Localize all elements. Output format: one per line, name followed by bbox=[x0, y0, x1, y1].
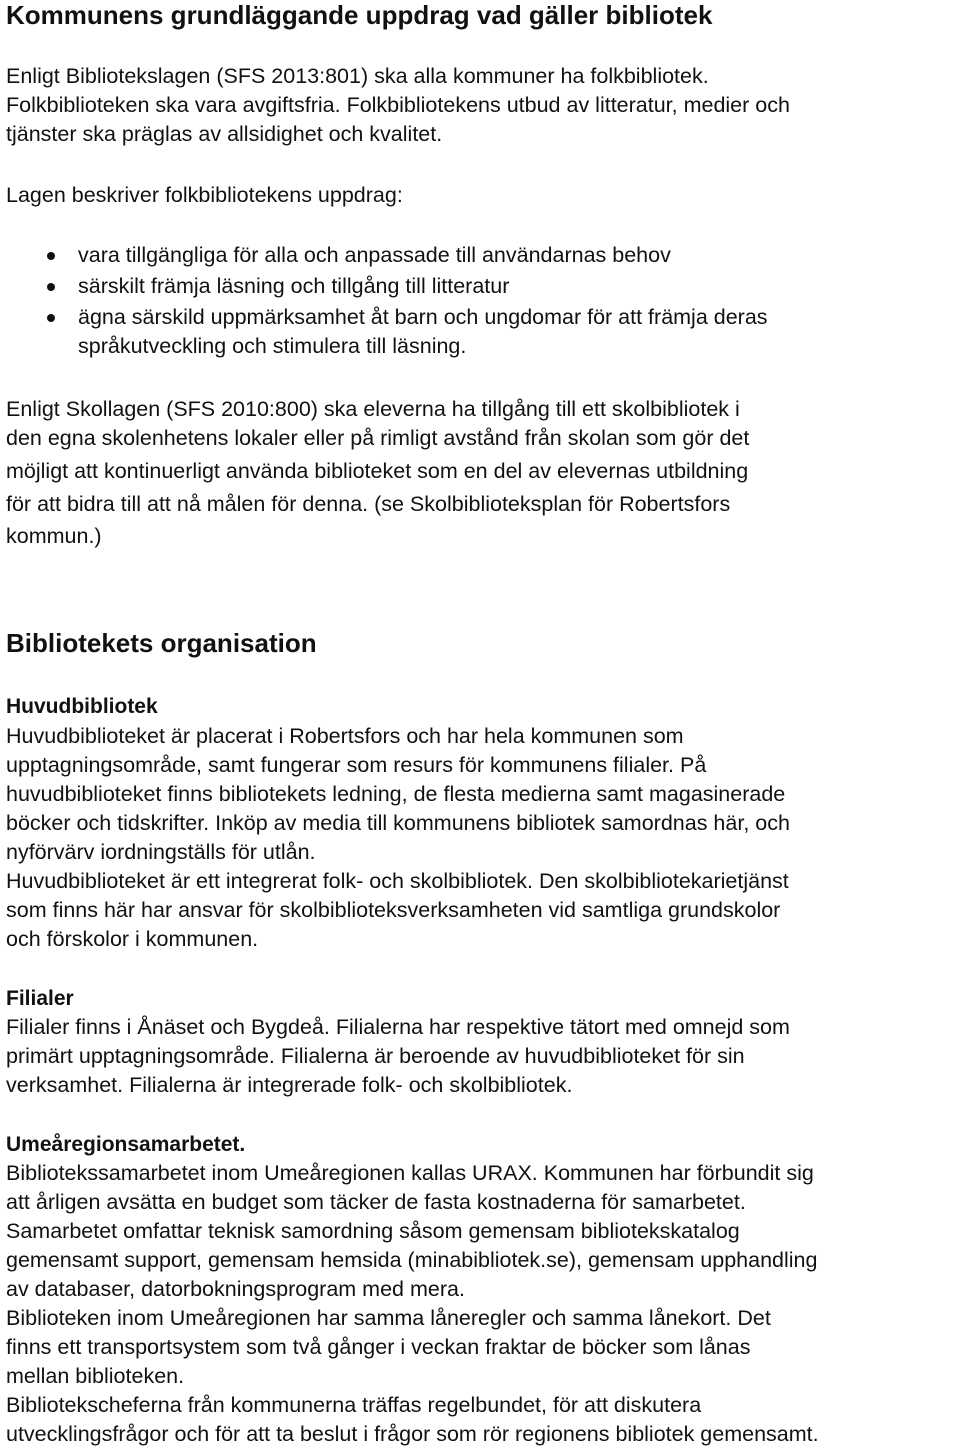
bullet-item: vara tillgängliga för alla och anpassade till användarnas behov bbox=[78, 243, 671, 267]
huvud-line: upptagningsområde, samt fungerar som resurs för kommunens filialer. På bbox=[6, 753, 707, 777]
filialer-line: primärt upptagningsområde. Filialerna är beroende av huvudbiblioteket för sin bbox=[6, 1044, 745, 1068]
umea-line: mellan biblioteken. bbox=[6, 1364, 185, 1388]
huvud-line: nyförvärv iordningställs för utlån. bbox=[6, 840, 316, 864]
subheading-huvudbibliotek: Huvudbibliotek bbox=[6, 695, 158, 718]
bullet-icon bbox=[47, 314, 55, 322]
section-title-uppdrag: Kommunens grundläggande uppdrag vad gäller bibliotek bbox=[6, 0, 713, 30]
umea-line: att årligen avsätta en budget som täcker de fasta kostnaderna för samarbetet. bbox=[6, 1190, 746, 1214]
umea-line: Bibliotekscheferna från kommunerna träffas regelbundet, för att diskutera bbox=[6, 1393, 702, 1417]
school-line: för att bidra till att nå målen för denna. (se Skolbiblioteksplan för Robertsfors bbox=[6, 492, 731, 516]
huvud-line: som finns här har ansvar för skolbiblioteksverksamheten vid samtliga grundskolor bbox=[6, 898, 781, 922]
bullet-item: ägna särskild uppmärksamhet åt barn och ungdomar för att främja deras bbox=[78, 305, 768, 329]
bullet-item-continuation: språkutveckling och stimulera till läsning. bbox=[78, 334, 467, 358]
umea-line: Bibliotekssamarbetet inom Umeåregionen kallas URAX. Kommunen har förbundit sig bbox=[6, 1161, 814, 1185]
umea-line: Biblioteken inom Umeåregionen har samma låneregler och samma lånekort. Det bbox=[6, 1306, 771, 1330]
filialer-line: Filialer finns i Ånäset och Bygdeå. Filialerna har respektive tätort med omnejd som bbox=[6, 1015, 790, 1039]
huvud-line: Huvudbiblioteket är placerat i Robertsfors och har hela kommunen som bbox=[6, 724, 684, 748]
umea-line: utvecklingsfrågor och för att ta beslut i frågor som rör regionens bibliotek gemensamt. bbox=[6, 1422, 819, 1446]
school-line: kommun.) bbox=[6, 524, 102, 548]
bullet-icon bbox=[47, 283, 55, 291]
umea-line: finns ett transportsystem som två gånger i veckan fraktar de böcker som lånas bbox=[6, 1335, 751, 1359]
section-title-organisation: Bibliotekets organisation bbox=[6, 628, 317, 658]
lead-text: Lagen beskriver folkbibliotekens uppdrag: bbox=[6, 183, 403, 207]
umea-line: av databaser, datorbokningsprogram med mera. bbox=[6, 1277, 465, 1301]
intro-line: Enligt Bibliotekslagen (SFS 2013:801) ska alla kommuner ha folkbibliotek. bbox=[6, 64, 709, 88]
intro-line: tjänster ska präglas av allsidighet och kvalitet. bbox=[6, 122, 443, 146]
filialer-line: verksamhet. Filialerna är integrerade folk- och skolbibliotek. bbox=[6, 1073, 573, 1097]
huvud-line: böcker och tidskrifter. Inköp av media till kommunens bibliotek samordnas här, och bbox=[6, 811, 790, 835]
bullet-item: särskilt främja läsning och tillgång till litteratur bbox=[78, 274, 510, 298]
huvud-line: Huvudbiblioteket är ett integrerat folk- och skolbibliotek. Den skolbibliotekarietjänst bbox=[6, 869, 789, 893]
subheading-filialer: Filialer bbox=[6, 987, 74, 1010]
umea-line: gemensamt support, gemensam hemsida (minabibliotek.se), gemensam upphandling bbox=[6, 1248, 818, 1272]
umea-line: Samarbetet omfattar teknisk samordning såsom gemensam bibliotekskatalog bbox=[6, 1219, 740, 1243]
school-line: den egna skolenhetens lokaler eller på rimligt avstånd från skolan som gör det bbox=[6, 426, 750, 450]
subheading-umearegion: Umeåregionsamarbetet. bbox=[6, 1133, 246, 1156]
school-line: Enligt Skollagen (SFS 2010:800) ska eleverna ha tillgång till ett skolbibliotek i bbox=[6, 397, 740, 421]
huvud-line: och förskolor i kommunen. bbox=[6, 927, 259, 951]
intro-line: Folkbiblioteken ska vara avgiftsfria. Folkbibliotekens utbud av litteratur, medier och bbox=[6, 93, 790, 117]
school-line: möjligt att kontinuerligt använda biblioteket som en del av elevernas utbildning bbox=[6, 459, 749, 483]
bullet-icon bbox=[47, 252, 55, 260]
huvud-line: huvudbiblioteket finns bibliotekets ledning, de flesta medierna samt magasinerade bbox=[6, 782, 786, 806]
